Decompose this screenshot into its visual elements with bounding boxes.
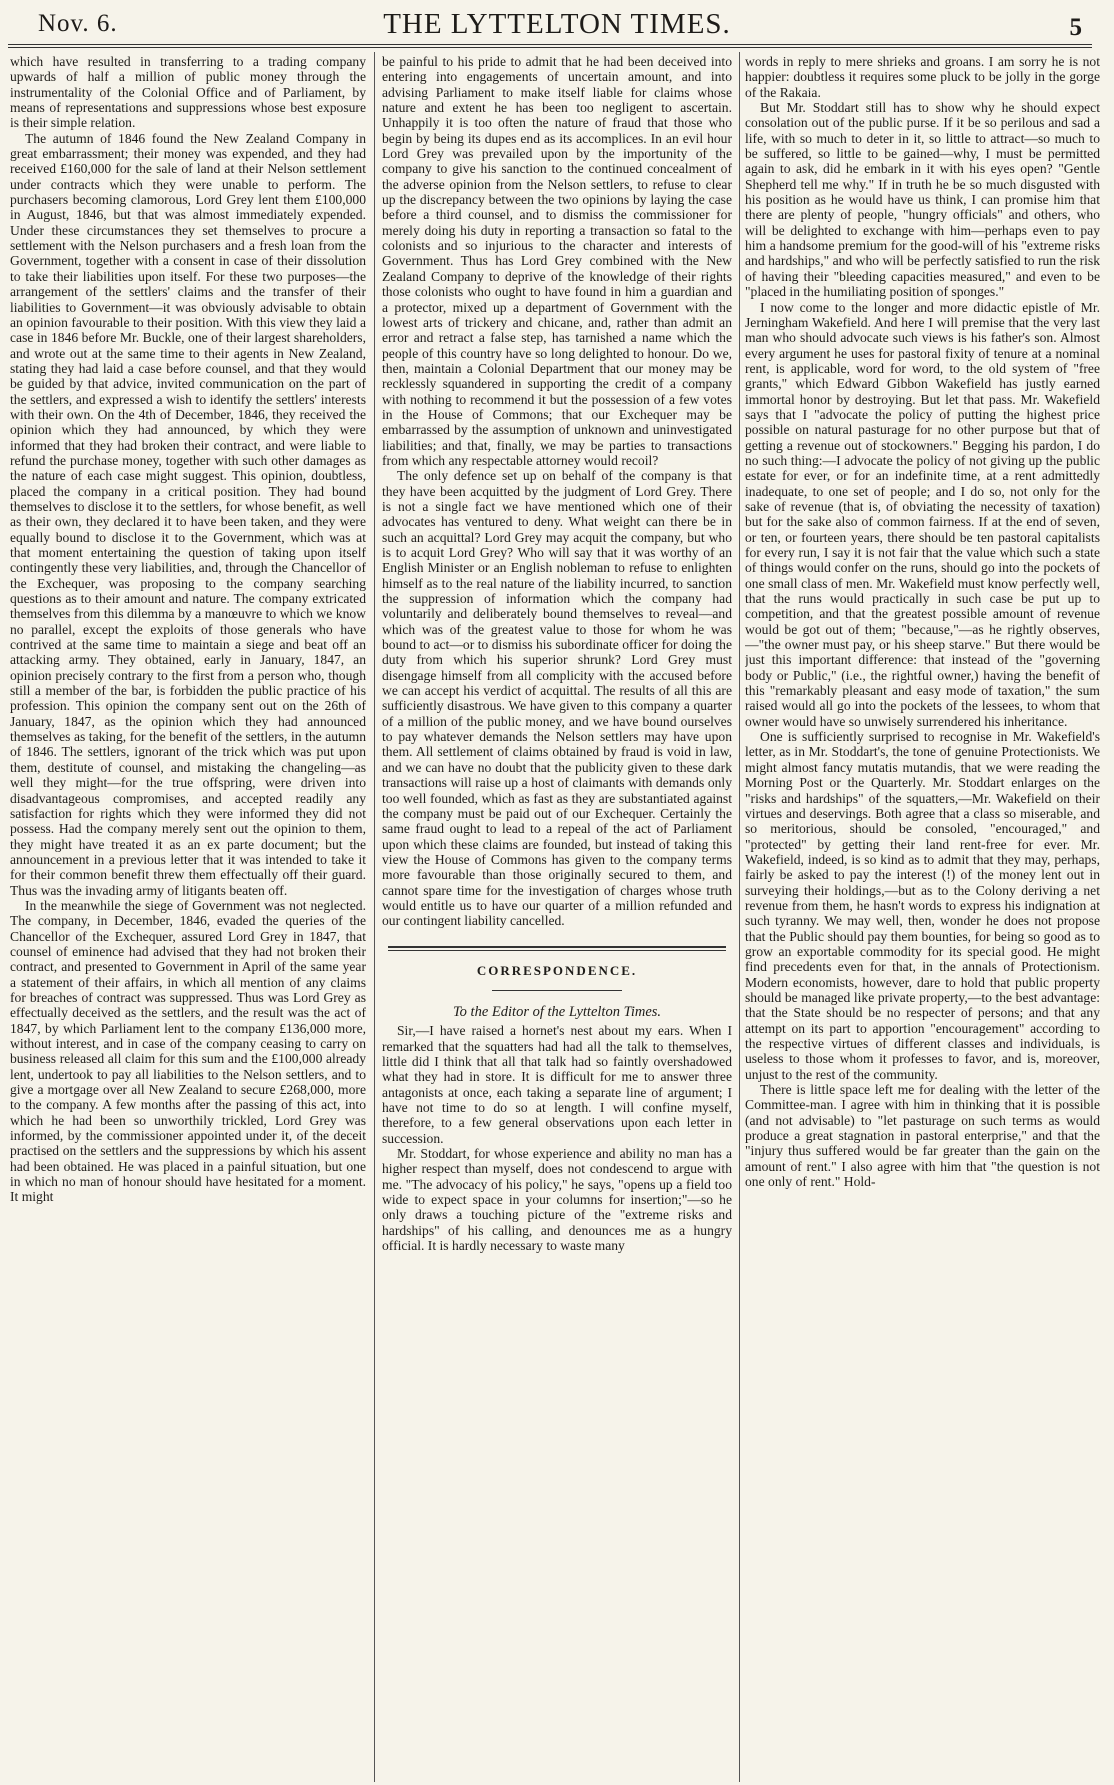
header-rule-double <box>8 47 1092 48</box>
section-rule <box>388 950 726 951</box>
page-number: 5 <box>1069 14 1082 41</box>
column-divider <box>374 52 375 1782</box>
newspaper-title: THE LYTTELTON TIMES. <box>383 8 731 40</box>
column-3 <box>745 54 1100 1780</box>
paragraph: The only defence set up on behalf of the company is that they have been acquitted by the judgment of Lord Grey. There is not a single fact we have mentioned which one of their advocates has ventured to deny. What weight can there be in such an acquittal? Lord Grey may acquit the company, but who is to acquit Lord Grey? Who will say that it was worthy of an English Minister or an English nobleman to refuse to enlighten himself as to the real nature of the liability incurred, to sanction the suppression of information which the company had voluntarily and deliberately bound themselves to reveal—and which was of the greatest value to those for whom he was bound to act—or to dismiss his subordinate officer for doing the duty from which his superior shrunk? Lord Grey must disengage himself from all complicity with the accused before we can accept his verdict of acquittal. The results of all this are sufficiently disastrous. We have given to this company a quarter of a million of the public money, and we have bound ourselves to pay whatever demands the Nelson settlers may have upon them. All settlement of claims obtained by fraud is void in law, and we can have no doubt that the publicity given to these dark transactions will raise up a host of claimants with demands only too well founded, which as fast as they are substantiated against the company must be paid out of our Exchequer. Certainly the same fraud ought to lead to a repeal of the act of Parliament upon which these claims are founded, but instead of taking this view the House of Commons has given to the company terms more favourable than those originally secured to them, and cannot spare time for the investigation of charges whose truth would entitle us to have our quarter of a million refunded and our contingent liability cancelled. <box>382 468 732 929</box>
short-rule <box>492 990 622 991</box>
section-rule <box>388 946 726 948</box>
paragraph: In the meanwhile the siege of Government was not neglected. The company, in December, 1846, evaded the queries of the Chancellor of the Exchequer, assured Lord Grey in 1847, that counsel of eminence had advised that they had not broken their contract, and presented to Government in April of the same year a statement of their affairs, in which all mention of any claims for breaches of contract was suppressed. Thus was Lord Grey as effectually deceived as the settlers, and the result was the act of 1847, by which Parliament lent to the company £136,000 more, without interest, and in case of the company ceasing to carry on business released all claim for this sum and the £100,000 already lent, undertook to pay all liabilities to the Nelson settlers, and to give a mortgage over all New Zealand to secure £268,000, more to the company. A few months after the passing of this act, into which he had been so unworthily trickled, Lord Grey was informed, by the commissioner appointed under it, of the deceit practised on the settlers and the suppressions by which his assent had been obtained. He was placed in a painful situation, but one in which no man of honour should have hesitated for a moment. It might <box>10 897 366 1205</box>
issue-date: Nov. 6. <box>38 10 118 37</box>
paragraph: be painful to his pride to admit that he had been deceived into entering into engagements of uncertain amount, and into advising Parliament to make itself liable for claims whose nature and extent he has been too negligent to ascertain. Unhappily it is too often the nature of fraud that those who begin by being its dupes end as its accomplices. In an evil hour Lord Grey was prevailed upon by the importunity of the company to give his sanction to the continued concealment of the adverse opinion from the Nelson settlers, to refuse to clear up the discrepancy between the two opinions by laying the case before a third counsel, and to dismiss the commissioner for merely doing his duty in reporting a transaction so fatal to the colonists and so injurious to the character and interests of Government. Thus has Lord Grey combined with the New Zealand Company to deprive of the knowledge of their rights those colonists who ought to have found in him a guardian and a protector, mixed up a department of Government with the lowest arts of trickery and chicane, and, rather than admit an error and retract a false step, has tarnished a name which the people of this country have so long delighted to honour. Do we, then, maintain a Colonial Department that our money may be recklessly squandered in supporting the credit of a company with nothing to recommend it but the possession of a few votes in the House of Commons; that our Exchequer may be embarrassed by the assumption of unknown and uninvestigated liabilities; and that, finally, we may be parties to transactions from which any respectable attorney would recoil? <box>382 54 732 468</box>
paragraph: which have resulted in transferring to a trading company upwards of half a million of public money through the instrumentality of the Colonial Office and of Parliament, by means of representations and suppressions whose best exposure is their simple relation. <box>10 54 366 131</box>
header-rule <box>8 44 1092 45</box>
masthead <box>32 4 1082 44</box>
paragraph: Sir,—I have raised a hornet's nest about my ears. When I remarked that the squatters had had all the talk to themselves, little did I think that all that talk had so faintly overshadowed what they had in store. It is difficult for me to answer three antagonists at once, each taking a separate line of argument; I have not time to do so at length. I will confine myself, therefore, to a few general observations upon each letter in succession. <box>382 1023 732 1146</box>
letter-salutation-heading: To the Editor of the Lyttelton Times. <box>452 1003 662 1020</box>
paragraph: words in reply to mere shrieks and groans. I am sorry he is not happier: doubtless it requires some pluck to be jolly in the gorge of the Rakaia. <box>745 54 1100 100</box>
paragraph: Mr. Stoddart, for whose experience and ability no man has a higher respect than myself, does not condescend to argue with me. "The advocacy of his policy," he says, "opens up a field too wide to expect space in your columns for insertion;"—so he only draws a touching picture of the "extreme risks and hardships" of his calling, and denounces me as a hungry official. It is hardly necessary to waste many <box>382 1146 732 1254</box>
column-divider <box>739 52 740 1782</box>
paragraph: I now come to the longer and more didactic epistle of Mr. Jerningham Wakefield. And here I will premise that the very last man who should advocate such views is his father's son. Almost every argument he uses for pastoral fixity of tenure at a nominal rent, is applicable, word for word, to the old system of "free grants," which Edward Gibbon Wakefield has justly earned immortal honor by destroying. But let that pass. Mr. Wakefield says that I "advocate the policy of putting the highest price possible on natural pasturage for no other purpose but that of getting a revenue out of stockowners." Begging his pardon, I do no such thing:—I advocate the policy of not giving up the public estate for ever, or for an indefinite time, at a rent admittedly inadequate, to one set of people; and I do so, not only for the sake of revenue (that is, of obviating the necessity of taxation) but for the sake also of common fairness. If at the end of seven, or ten, or fourteen years, there should be ten pastoral capitalists for every run, I say it is not fair that the value which such a state of things would confer on the runs, should go into the pockets of one small class of men. Mr. Wakefield must know perfectly well, that the runs would practically in such case be put up to competition, and that the greatest possible amount of revenue would be got out of them; "because,"—as he rightly observes,—"the owner must pay, or his sheep starve." But there would be just this important difference: that instead of the "governing body or Public," (i.e., the rightful owner,) having the benefit of this "remarkably pleasant and easy mode of taxation," the sum raised would all go into the pockets of the lessees, to whom that owner would have so unwisely surrendered his inheritance. <box>745 299 1100 729</box>
paragraph: The autumn of 1846 found the New Zealand Company in great embarrassment; their money was expended, and they had received £160,000 for the sale of land at their Nelson settlement under contracts which they were unable to perform. The purchasers becoming clamorous, Lord Grey lent them £100,000 in August, 1846, but that was almost immediately expended. Under these circumstances they set themselves to procure a settlement with the Nelson purchasers and a fresh loan from the Government, together with a consent in case of their dissolution to take their liabilities upon itself. For these two purposes—the arrangement of the settlers' claims and the transfer of their liabilities to Government—it was obviously advisable to obtain an opinion favourable to their position. With this view they laid a case in 1846 before Mr. Buckle, one of their largest shareholders, and wrote out at the same time to their agents in New Zealand, stating they had laid a case before counsel, and that they would be guided by that advice, invited communication on the part of the settlers, and expressed a wish to identify the settlers' interests with their own. On the 4th of December, 1846, they received the opinion which they had announced, by which they were informed that they had broken their contract, and were liable to refund the purchase money, together with such other damages as the nature of each case might suggest. This opinion, doubtless, placed the company in a critical position. They had bound themselves to disclose it to the settlers, for whose benefit, as well as their own, they declared it to have been taken, and they were equally bound to disclose it to the Government, which was at that moment entertaining the question of taking upon itself contingently these very liabilities, and, through the Chancellor of the Exchequer, was proposing to the company searching questions as to their amount and nature. The company extricated themselves from this dilemma by a manœuvre to which we know no parallel, except the exploits of those generals who have contrived at the same time to maintain a siege and beat off an attacking army. They obtained, early in January, 1847, an opinion precisely contrary to the first from a person who, though still a member of the bar, is forbidden the public practice of his profession. This opinion the company sent out on the 26th of January, 1847, as the opinion which they had announced themselves as taking, for the benefit of the settlers, in the autumn of 1846. The settlers, ignorant of the trick which was put upon them, destitute of counsel, and mistaking the changeling—as well they might—for the true offspring, were driven into disadvantageous compromises, and accepted readily any satisfaction for rights which they were informed they did not possess. Had the company merely sent out the opinion to them, they might have treated it as an ex parte document; but the announcement in a previous letter that it was intended to take it for their common benefit threw them effectually off their guard. Thus was the invading army of litigants beaten off. <box>10 130 366 898</box>
paragraph: There is little space left me for dealing with the letter of the Committee-man. I agree with him in thinking that it is possible (and not advisable) to "let pasturage on such terms as would produce a great stagnation in pastoral enterprise," and that the "injury thus suffered would be far greater than the gain on the amount of rent." I also agree with him that "the question is not one only of rent." Hold- <box>745 1082 1100 1190</box>
column-1 <box>10 54 366 1780</box>
column-2 <box>382 54 732 1780</box>
section-heading: CORRESPONDENCE. <box>476 962 638 978</box>
correspondence-section <box>382 946 732 1254</box>
paragraph: But Mr. Stoddart still has to show why he should expect consolation out of the public purse. If it be so perilous and sad a life, with so much to deter in it, so little to attract—so much to be suffered, so little to be gained—why, I must be permitted again to ask, did he embark in it with his eyes open? "Gentle Shepherd tell me why." If in truth he be so much disgusted with his position as he would have us think, I can promise him that there are plenty of people, "hungry officials" and others, who will be delighted to exchange with him—perhaps even to pay him a handsome premium for the good-will of his "extreme risks and hardships," and who will be perfectly satisfied to run the risk of having their "bleeding capacities measured," and even to be "placed in the humiliating position of sponges." <box>745 100 1100 300</box>
paragraph: One is sufficiently surprised to recognise in Mr. Wakefield's letter, as in Mr. Stoddart's, the tone of genuine Protectionists. We might almost fancy mutatis mutandis, that we were reading the Morning Post or the Quarterly. Mr. Stoddart enlarges on the "risks and hardships" of the squatters,—Mr. Wakefield on their virtues and deservings. Both agree that a class so miserable, and so meritorious, should be consoled, "encouraged," and "protected" by getting their land rent-free for ever. Mr. Wakefield, indeed, is so kind as to admit that they may, perhaps, fairly be asked to pay the interest (!) of the money lent out in surveying their holdings,—but as to the Colony deriving a net revenue from them, he hasn't words to express his indignation at such tyranny. We may well, then, wonder he does not propose that the Public should pay them bounties, for being so good as to grow an exportable commodity for its special good. He might find precedents even for that, in the annals of Protectionism. Modern economists, however, dare to hold that public property should be managed like private property,—to the best advantage: that the State should be no respecter of persons; and that any attempt on its part to apportion "encouragement" according to the respective virtues of different classes and individuals, is useless to those whom it professes to favor, and is, moreover, unjust to the rest of the community. <box>745 729 1100 1082</box>
